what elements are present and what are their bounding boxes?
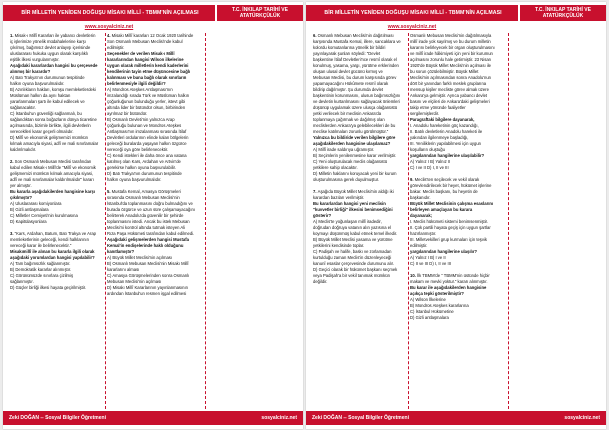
- question-text: eşitlik ilkesi vurgulanmıştır.: [10, 57, 60, 62]
- question-text: mensup kişiler mecliste görev almak üzere: [410, 87, 489, 92]
- page-footer: [306, 411, 606, 425]
- question-text: bu sorun çözülebilmiştir. Büyük Millet: [410, 69, 479, 74]
- question-statement: II. Çok partili hayata geçiş için uygun şartlar: [410, 225, 491, 230]
- answer-option[interactable]: kanunî esaslar çerçevesinde durumunu alır.: [313, 261, 395, 266]
- question-text: Meclisi'nin açılmasından sonra Anadolu'nun: [410, 75, 491, 80]
- question-text: Son Osmanlı Mebusan Meclisi'nde kabul: [107, 39, 183, 44]
- question-text: İlk TBMM'de " TBMM'nin üstünde hiçbir: [417, 273, 490, 278]
- question-prompt: uygun olarak milletlerin kendi kaderlerini: [107, 63, 189, 68]
- footer-author: Zeki DOĞAN -- Sosyal Bilgiler Öğretmeni: [312, 415, 409, 421]
- answer-option[interactable]: D) Kapitülasyonlara: [10, 219, 47, 224]
- question-number: 1.: [10, 33, 15, 38]
- answer-option[interactable]: yetkilerini kendisinde toplar.: [313, 243, 365, 248]
- answer-option[interactable]: A) Mondros Ateşkes Antlaşması'nın: [107, 87, 173, 92]
- answer-option[interactable]: Mebusan Meclisi'nin açılması: [107, 279, 162, 284]
- answer-option[interactable]: gerekirse halkın oyuna başvurulabilir.: [107, 165, 176, 170]
- question-text: Mustafa Kemal, Amasya Görüşmeleri: [111, 189, 181, 194]
- question-10: [410, 273, 506, 320]
- answer-option[interactable]: C) Milletler Cemiyeti'nin kurulmasına: [10, 213, 78, 218]
- question-text: meclislerden Ankara'ya gelebilecekleri de bu: [313, 123, 396, 128]
- answer-option[interactable]: C) II ve III D) I, II ve III: [410, 261, 451, 266]
- answer-option[interactable]: altında lider bir bütündür olsun, birbirinden: [107, 105, 186, 110]
- question-text: millî irade yok sayılmış ve bu durum milletin: [410, 39, 491, 44]
- answer-option[interactable]: veya Padişah'a bir vekil tanımak mümkün: [313, 273, 390, 278]
- answer-option[interactable]: B) Demokratik kararlar alınmıştır.: [10, 267, 72, 272]
- answer-option[interactable]: D) Batı Trakya'nın durumunun tespitinde: [107, 171, 182, 176]
- page-body: [313, 33, 599, 409]
- question-statement: III. Milletvekilleri grup kurmaları için teşvik: [410, 237, 488, 242]
- answer-option[interactable]: çoğunluğunun bulunduğu yerler, istevt gibi: [107, 99, 186, 104]
- question-number: 2.: [10, 159, 15, 164]
- answer-option[interactable]: sağlanmıştır.: [10, 279, 34, 284]
- question-text: başkentinin korunmasını, ulusun bağımsızlığını: [313, 93, 401, 98]
- question-2: [10, 159, 103, 224]
- question-prompt: kendilerinin tayin etme düşüncesine bağlı: [107, 69, 191, 74]
- question-text: sergilemişlerdir.: [410, 111, 440, 116]
- question-text: oluşan ulusal devlet gücünü kırmış ve: [313, 69, 383, 74]
- question-text: kabul edilen Misak-ı Millî'de "Millî ve ekonomik: [10, 165, 96, 170]
- question-text: yer almıştır.: [10, 183, 32, 188]
- answer-option[interactable]: A) Tam bağımsızlık sağlanmıştır.: [10, 261, 71, 266]
- question-text: belirterek Anadolu'da güvenilir bir şehirde: [107, 213, 184, 218]
- question-text: yapamayacağını Hükûmete resmî olarak: [313, 81, 389, 86]
- question-text: Misakı Millî kararları 12 Ocak 1920 tarihinde: [111, 33, 194, 38]
- header-site-link[interactable]: www.sosyalciniz.net: [387, 24, 437, 30]
- question-prompt: Seçenekler de verilen Misak-ı Millî: [107, 51, 175, 56]
- question-text: açılmasını zorunlu hale getirmiştir. 23 Nisan: [410, 57, 491, 62]
- question-statement: edilmiştir.: [410, 243, 428, 248]
- header-title: BİR MİLLETİN YENİDEN DOĞUŞU MİSAKI MİLLİ - TBMM'NİN AÇILMASI: [324, 10, 502, 16]
- answer-option[interactable]: vereceklleri karar geçerli olmalıdır.: [10, 129, 74, 134]
- question-text: gelişmemizi mümkün kılmak amacıyla siyasi,: [10, 171, 94, 176]
- answer-option[interactable]: ayrılmaz bir bütündür.: [107, 111, 148, 116]
- question-text: Son Osmanlı Mebusan Meclisi tarafından: [14, 159, 92, 164]
- question-8: [410, 33, 506, 170]
- answer-option[interactable]: A) Batı Trakya'nın durumunun tespitinde: [10, 75, 85, 80]
- answer-option[interactable]: yetkilere sahip olacaktır.: [313, 165, 358, 170]
- question-number: 4.: [107, 33, 112, 38]
- question-text: takip etme yönünde faaliyetler: [410, 105, 466, 110]
- answer-option[interactable]: A) Wilson İlkelerine: [410, 297, 446, 302]
- question-prompt: kanıtlamıştır?: [107, 249, 135, 254]
- question-prompt: kararlarından hangisi Wilson ilkelerine: [107, 57, 184, 62]
- answer-option[interactable]: halkın oyuna başvurulmalıdır.: [107, 177, 162, 182]
- answer-option[interactable]: kurtulduğu zaman Meclis'in düzenleyeceği: [313, 255, 392, 260]
- question-text: sırasında Osmanlı Mebusan Meclisi'nin: [107, 195, 180, 200]
- page-header: [3, 2, 303, 31]
- question-text: "Kars, Ardahan, Batum, Batı Trakya ve Arap: [14, 231, 96, 236]
- answer-option[interactable]: D) Geçici olarak bir hükümet başkanı seçmek: [313, 267, 398, 272]
- answer-option[interactable]: Devletleri ordularının elinde kalan bölgelerin: [107, 135, 189, 140]
- question-prompt: Kemal'in endişelerinde haklı olduğunu: [107, 243, 184, 248]
- answer-option[interactable]: C) Kendi istekleri ile daha önce ana vatana: [107, 153, 187, 158]
- question-statement: I. Anadolu hareketinin göç kazandığı,: [410, 123, 479, 128]
- question-prompt: yargılarından hangilerine ulaşılabilir?: [410, 153, 485, 158]
- question-prompt: dayanarak;: [410, 213, 433, 218]
- answer-option[interactable]: C) Görünümüzde sınırlara çizilmiş: [10, 273, 74, 278]
- question-6: [313, 33, 406, 182]
- question-text: Aşağıda Büyük Millet Meclisi'nin aldığı iki: [317, 189, 394, 194]
- question-statement: III. Yeniliklerin yapılabilmesi için uygun: [410, 141, 481, 146]
- question-prompt: aşağıdaki yorumlardan hangisi yapılabilir?: [10, 255, 95, 260]
- answer-option[interactable]: A) Yalnız I B) I ve II: [410, 255, 446, 260]
- answer-option[interactable]: C) I ve II D) I, II ve III: [410, 165, 449, 170]
- answer-option[interactable]: yararlanmaları şartı ile kabul edilecek ve: [10, 99, 85, 104]
- question-prompt: kalınması ve buna bağlı olarak sınırların: [107, 75, 187, 80]
- question-text: adlî ve mali sınırlamalar kaldırılmalıdır" kararı: [10, 177, 94, 182]
- column-3: [510, 33, 599, 409]
- question-text: Osmanlı Mebusan Meclisi'nin dağıtılması: [317, 33, 394, 38]
- answer-option[interactable]: C) Yeni oluşturulacak meclis olağanüstü: [313, 159, 388, 164]
- answer-option[interactable]: B) Osmanlı Mebusan Meclisi'nin Misakı Millî: [107, 261, 189, 266]
- question-text: memleketlerinin geleceği, kendi halklarının: [10, 237, 89, 242]
- question-text: Misak-ı Millî Kararları ile yabancı devletlerin: [14, 33, 96, 38]
- question-statement: yakından ilgilenmeye başladığı,: [410, 135, 469, 140]
- page-body: [10, 33, 296, 409]
- question-4: [107, 33, 203, 182]
- question-statement: koşulların oluştuğu: [410, 147, 445, 152]
- question-prompt: Bu karar ile aşağıdakilerden hangisine: [410, 285, 487, 290]
- question-text: Meclisi'ni kontrol altında tutmak isteyen Ali: [107, 225, 186, 230]
- answer-option[interactable]: Müslüman halkın da aynı haktan: [10, 93, 71, 98]
- question-prompt: belirleyen amaçlayan bu karara: [410, 207, 473, 212]
- question-number: 10.: [410, 273, 417, 278]
- question-text: makam ve mevki yoktur." kararı alınmıştır.: [410, 279, 488, 284]
- answer-option[interactable]: A) Millî irade saldırıya uğramıştır.: [313, 147, 375, 152]
- question-text: karşısında Mustafa Kemal, illere, sancaklara ve: [313, 39, 401, 44]
- question-5: [107, 189, 203, 296]
- column-2: [410, 33, 506, 409]
- question-prompt: Yalnızca bu bildiride verilen bilgilere göre: [313, 135, 396, 140]
- answer-option[interactable]: kararlarını alması: [107, 267, 140, 272]
- question-number: 7.: [313, 189, 318, 194]
- answer-option[interactable]: B) Gizli antlaşmalara: [10, 207, 49, 212]
- answer-option[interactable]: D) Millî ve ekonomik gelişmemizi mümkün: [10, 135, 88, 140]
- worksheet-page-left: [3, 2, 303, 429]
- header-subject-line2: ATATÜRKÇÜLÜK: [542, 13, 584, 19]
- answer-option[interactable]: halkın oyuna başvurulmalıdır.: [10, 81, 65, 86]
- question-text: vereceği karar ile belirlenecektir.": [10, 243, 72, 248]
- question-prompt: açıkça tepki gösterilmiştir?: [410, 291, 464, 296]
- question-prompt: gösterir?: [313, 213, 332, 218]
- header-subject: [520, 7, 606, 19]
- question-number: 6.: [313, 33, 318, 38]
- column-divider: [105, 33, 106, 409]
- question-text: görevlendirilecek bir heyet, hükümet işlerine: [410, 183, 492, 188]
- question-1: [10, 33, 103, 152]
- answer-option[interactable]: kılmak amacıyla siyasi, adlî ve mali sınırlamalar: [10, 141, 99, 146]
- worksheet-page-right: [306, 2, 606, 429]
- question-7: [313, 189, 406, 284]
- question-text: Meclis'ten seçilecek ve vekil olarak: [414, 177, 480, 182]
- header-subject-line1: T.C. İNKILAP TARİHİ VE: [232, 7, 288, 13]
- answer-option[interactable]: açılmasında, bizimle birlikte, ilgili devletlerin: [10, 123, 91, 128]
- question-text: ve millî irade hâkimiyeti için yeni bir kurumun: [410, 51, 493, 56]
- answer-option[interactable]: değildir.: [313, 279, 328, 284]
- answer-option[interactable]: kaldırılmalıdır.: [10, 147, 37, 152]
- question-text: dört bir yanından farklı meslek gruplarına: [410, 81, 487, 86]
- question-text: başkanıdır.: [410, 195, 431, 200]
- question-number: 5.: [107, 189, 112, 194]
- question-3: [10, 231, 103, 290]
- question-text: 1920'de Büyük Millet Meclisi'nin açılması ile: [410, 63, 491, 68]
- question-prompt: Bu kararla aşağıdakilerden hangisine karşı: [10, 189, 95, 194]
- question-text: yayınlayarak şunları söyledi: "Devlet: [313, 51, 381, 56]
- question-text: konulmuş, yasama, yargı, yürütme erklerinden: [313, 63, 399, 68]
- page-footer: [3, 411, 303, 425]
- column-1: [313, 33, 406, 409]
- question-prompt: yargılarından hangilerine ulaşılır?: [410, 249, 478, 254]
- question-prompt: Aşağıdaki kararlardan hangisi bu çerçevede: [10, 63, 98, 68]
- answer-option[interactable]: D) Gizli antlaşmalara: [410, 315, 449, 320]
- answer-option[interactable]: B) Azınlıkların hakları, komşu memleketlerdeki: [10, 87, 96, 92]
- question-text: ve devletin kurtarılmasını sağlayacak önlemleri: [313, 99, 400, 104]
- answer-option[interactable]: C) İstanbul Hükümetine: [410, 309, 454, 314]
- question-text: iç işlerimize yönelik müdahalelerine karşı: [10, 39, 86, 44]
- answer-option[interactable]: B) Osmanlı Devleti'nin yalnızca Arap: [107, 117, 175, 122]
- column-divider: [508, 33, 509, 409]
- answer-option[interactable]: sağlanacaktır.: [10, 105, 36, 110]
- answer-option[interactable]: C) Amasya Görüşmelerinden sonra Osmanlı: [107, 273, 190, 278]
- answer-option[interactable]: ardından İstanbul'un resmen işgal edilmesi: [107, 291, 187, 296]
- question-text: Rıza Paşa Hükümeti tarafından kabul edilmedi.: [107, 231, 195, 236]
- footer-site-link[interactable]: sosyalciniz.net: [261, 415, 297, 421]
- answer-option[interactable]: doğrudan doğruya vatanın alın yazısına el: [313, 225, 391, 230]
- question-text: karardan bazıları verilmiştir.: [313, 195, 365, 200]
- answer-option[interactable]: B) Büyük Millet Meclisi yasama ve yürütme: [313, 237, 393, 242]
- footer-site-link[interactable]: sosyalciniz.net: [564, 415, 600, 421]
- answer-option[interactable]: D) Güçler birliği ilkesi hayata geçirilmiştir.: [10, 285, 87, 290]
- question-text: kararını belirleyecek bir organ oluşturulmasını: [410, 45, 495, 50]
- question-number: 9.: [410, 177, 415, 182]
- question-prompt: Büyük Millet Meclisinin çalışma esaslarını: [410, 201, 494, 206]
- question-text: edilmiştir.: [107, 45, 125, 50]
- question-statement: I. Meclis hükümeti sistemi benimsenmiştir.: [410, 219, 488, 224]
- header-subject-line1: T.C. İNKILAP TARİHİ VE: [535, 7, 591, 13]
- question-text: yetki verilecek bir meclisin Ankara'da: [313, 111, 382, 116]
- question-9: [410, 177, 506, 266]
- question-text: toplanmaya çağırmak ve dağılmış olan: [313, 117, 385, 122]
- answer-option[interactable]: geleceği buralarda yaşayan halkın özgürce: [107, 141, 187, 146]
- question-text: burada özgürce ve uzun süre çalışamayacağını: [107, 207, 195, 212]
- answer-option[interactable]: B) Mondros Ateşkes kararlarına: [410, 303, 469, 308]
- question-text: basını ve elçileri de Ankara'daki gelişmeleri: [410, 99, 490, 104]
- question-text: meclise katılmaları zorunlu görülmüştür.": [313, 129, 389, 134]
- answer-option[interactable]: A) Meclis'te yoğunlaşan millî iradedir,: [313, 219, 382, 224]
- question-prompt: aşağıdakilerden hangisine ulaşılamaz?: [313, 141, 391, 146]
- question-text: başkentine İtilaf Devletleri'nce resmî olarak el: [313, 57, 397, 62]
- column-2: [107, 33, 203, 409]
- question-text: düşünüp uygulamak üzere ulusça olağanüstü: [313, 105, 398, 110]
- answer-option[interactable]: katılmış olan Kars, Ardahan ve Artvin'de: [107, 159, 181, 164]
- question-text: Mebusan Meclisi, bu durum karşısında görev: [313, 75, 397, 80]
- answer-option[interactable]: C) Padişah ve halife, baskı ve zorlamadan: [313, 249, 392, 254]
- question-prompt: çıkılmıştır?: [10, 195, 33, 200]
- header-subject: [217, 7, 303, 19]
- answer-option[interactable]: A) Yalnız I B) Yalnız II: [410, 159, 451, 164]
- header-site-link[interactable]: www.sosyalciniz.net: [84, 24, 134, 30]
- question-prompt: Aşağıdaki gelişmelerden hangisi Mustafa: [107, 237, 189, 242]
- answer-option[interactable]: çoğunluğu bulunan ve Mondros Ateşkes: [107, 123, 182, 128]
- question-prompt: Bu kararlardan hangisi yeni meclisin: [313, 201, 386, 206]
- answer-option[interactable]: imzalandığı sırada Türk ve Müslüman halkın: [107, 93, 190, 98]
- question-text: toplanmasını istedi. Ancak bu istek Mebusan: [107, 219, 190, 224]
- question-statement: II. Batılı devletlerin Anadolu hareketi ile: [410, 129, 483, 134]
- question-number: 3.: [10, 231, 15, 236]
- answer-option[interactable]: D) Misakı Millî Kararlarının yayınlanmasının: [107, 285, 188, 290]
- question-text: bakar. Meclis başkanı, bu heyetin de: [410, 189, 478, 194]
- question-text: çıkılmış, bağımsız devlet anlayışı içerisinde: [10, 45, 91, 50]
- question-prompt: belirlenmesiyle ilgili değildir?: [107, 81, 166, 86]
- header-subject-line2: ATATÜRKÇÜLÜK: [239, 13, 281, 19]
- question-text: kolordu komutanlarına yönelik bir bildiri: [313, 45, 386, 50]
- question-text: bildirip dağılmıştır. Şu durumda devlet: [313, 87, 384, 92]
- column-1: [10, 33, 103, 409]
- answer-option[interactable]: vereceği oya göre belirlenecektir.: [107, 147, 169, 152]
- question-prompt: "kuvvetler birliği" ilkesini benimsediğini: [313, 207, 393, 212]
- answer-option[interactable]: C) İstanbul'un güvenliği sağlanmalı, bu: [10, 111, 82, 116]
- question-prompt: Paragraftaki bilgilere dayanarak,: [410, 117, 475, 122]
- page-header: [306, 2, 606, 31]
- answer-option[interactable]: D) Milletin haklarını koruyacak yeni bir kurum: [313, 171, 397, 176]
- question-text: İstanbul'da toplanmasını doğru bulmadığını ve: [107, 201, 193, 206]
- column-divider: [408, 33, 409, 409]
- question-prompt: Misakımillî ile alınan bu kararla ilgili olarak: [10, 249, 95, 254]
- answer-option[interactable]: A) Büyük Millet Meclisi'nin açılması: [107, 255, 173, 260]
- header-title: BİR MİLLETİN YENİDEN DOĞUŞU MİSAKI MİLLİ - TBMM'NİN AÇILMASI: [21, 10, 199, 16]
- answer-option[interactable]: koymayı düşünmüş kabul etmek temel ilkedir.: [313, 231, 398, 236]
- column-3: [207, 33, 296, 409]
- answer-option[interactable]: B) Seçimlerin yenilenmesine karar verilmiştir.: [313, 153, 397, 158]
- column-divider: [205, 33, 206, 409]
- question-text: uluslararası hukuka uygun olarak karşılıklı: [10, 51, 88, 56]
- answer-option[interactable]: oluşturulmasına gerek duyulmuştur.: [313, 177, 380, 182]
- question-text: Ankara'ya gelmiştir. Ayrıca yabancı devlet: [410, 93, 488, 98]
- answer-option[interactable]: Antlaşması'nın imzalanması sırasında İtilaf: [107, 129, 187, 134]
- question-statement: hazırlanmıştır.: [410, 231, 437, 236]
- answer-option[interactable]: sağlandıktan sonra boğazların dünya ticaretine: [10, 117, 97, 122]
- footer-author: Zeki DOĞAN -- Sosyal Bilgiler Öğretmeni: [9, 415, 106, 421]
- answer-option[interactable]: A) Uluslararası komiyonlara: [10, 201, 62, 206]
- question-text: Osmanlı Mebusan Meclisi'nin dağıtılmasıyla: [410, 33, 492, 38]
- question-prompt: alınmış bir karardır?: [10, 69, 51, 74]
